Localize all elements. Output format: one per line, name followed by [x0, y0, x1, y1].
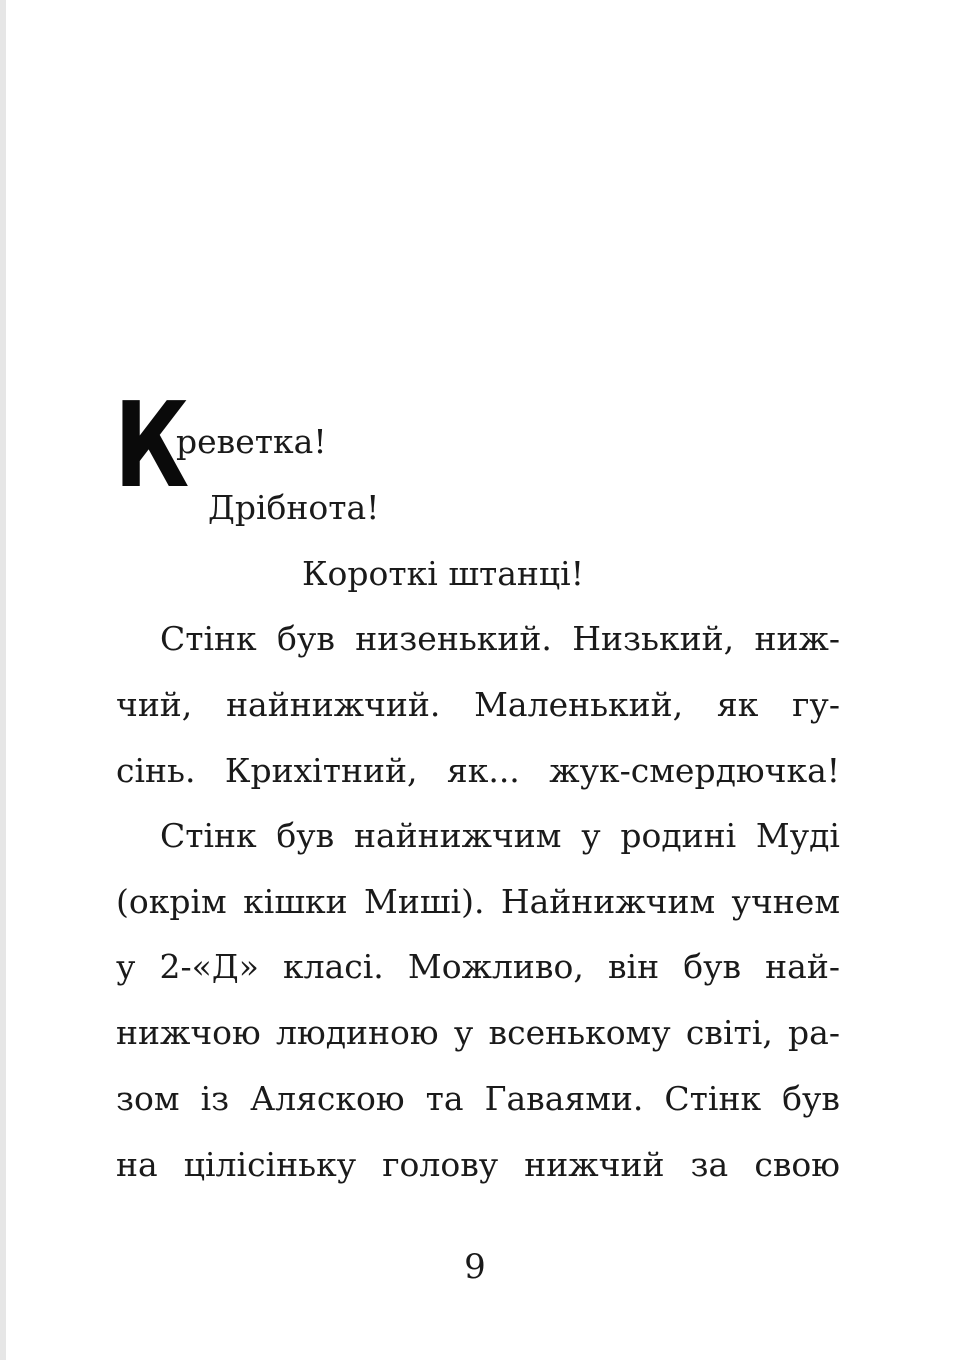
text-line-2: чий, найнижчий. Маленький, як гу-	[116, 685, 840, 724]
page-edge	[0, 0, 6, 1360]
text-line-5: (окрім кішки Миші). Найнижчим учнем	[116, 882, 840, 921]
exclamation-line-1: реветка!	[176, 422, 327, 461]
text-line-8: зом із Аляскою та Гаваями. Стінк був	[116, 1079, 840, 1118]
text-line-3: сінь. Крихітний, як... жук-смердючка!	[116, 751, 840, 790]
text-line-6: у 2-«Д» класі. Можливо, він був най-	[116, 947, 840, 986]
exclamation-line-2: Дрібнота!	[208, 488, 380, 527]
text-line-9: на цілісіньку голову нижчий за свою	[116, 1145, 840, 1184]
page-number: 9	[464, 1247, 486, 1287]
drop-cap: К	[114, 376, 190, 514]
text-line-4: Стінк був найнижчим у родині Муді	[160, 816, 840, 855]
text-line-1: Стінк був низенький. Низький, ниж-	[160, 619, 840, 658]
exclamation-line-3: Короткі штанці!	[302, 554, 584, 593]
text-line-7: нижчою людиною у всенькому світі, ра-	[116, 1013, 840, 1052]
